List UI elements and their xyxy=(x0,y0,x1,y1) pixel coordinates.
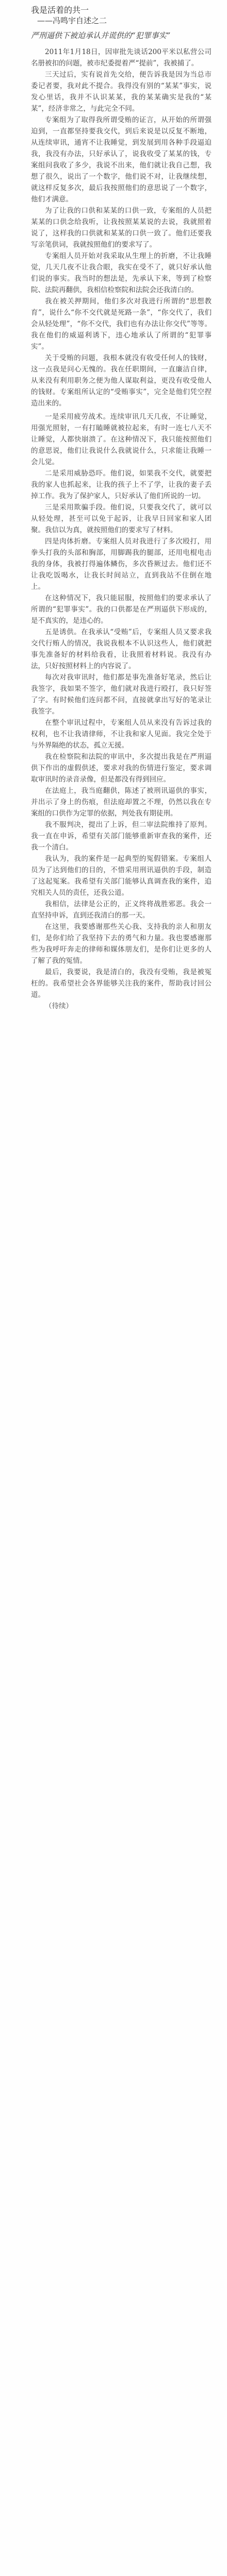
paragraph: 最后，我要说，我是清白的，我没有受贿，我是被冤枉的。我希望社会各界能够关注我的案件，帮助我讨回公道。 xyxy=(31,968,212,999)
paragraph: 五是诱供。在我承认“受贿”后，专案组人员又要求我交代行贿人的情况，我说我根本不认识这些人，他们就把事先准备好的材料给我看，让我照着材料说。我没有办法，只好按照材料上的内容说了。 xyxy=(31,628,212,670)
paragraph: 我认为，我的案件是一起典型的冤假错案。专案组人员为了达到他们的目的，不惜采用刑讯逼供的手段，制造了这起冤案。我希望有关部门能够认真调查我的案件，追究相关人员的责任，还我公道。 xyxy=(31,855,212,897)
paragraph: 在法庭上，我当庭翻供，陈述了被刑讯逼供的事实，并出示了身上的伤痕，但法庭却置之不理，仍然以我在专案组的口供作为定罪的依据，判处我有期徒刑。 xyxy=(31,787,212,818)
paragraph: 在这里，我要感谢那些关心我、支持我的亲人和朋友们，是你们给了我坚持下去的勇气和力量。我也要感谢那些为我呼吁奔走的律师和媒体朋友们，是你们让更多的人了解了我的冤情。 xyxy=(31,923,212,965)
paragraph: 四是肉体折磨。专案组人员对我进行了多次殴打，用拳头打我的头部和胸部，用脚踢我的腿部，还用电棍电击我的身体，我被打得遍体鳞伤，多次昏厥过去。他们还不让我吃饭喝水，让我长时间站立，直到我站不住倒在地上。 xyxy=(31,537,212,591)
paragraph: 2011年1月18日，因审批先谈话200平米以私营公司名册被扣的问题，被市纪委提着严“提前”，我被捕了。 xyxy=(31,48,212,67)
paragraph: 三天过后，实有说首先交给，便告诉我是因为当总市委记者要，我对此不提合。我得没有别的“某某”事实，说发心里话，我并不认识某某，我的某某确实是我的“某某”，经济非常之，与此完全不同。 xyxy=(31,71,212,113)
paragraph: 三是采用欺骗手段。他们说，只要我交代了，就可以从轻处理，甚至可以免于起诉，让我早日回家和家人团聚。我信以为真，就按照他们的要求写了材料。 xyxy=(31,503,212,534)
paragraph: 我相信，法律是公正的，正义终将战胜邪恶。我会一直坚持申诉，直到还我清白的那一天。 xyxy=(31,900,212,920)
paragraph: 在这种情况下，我只能屈服，按照他们的要求承认了所谓的“犯罪事实”。我的口供都是在严刑逼供下形成的，是不真实的，是违心的。 xyxy=(31,594,212,625)
paragraph: 一是采用疲劳战术。连续审讯几天几夜，不让睡觉，用强光照射，一有打瞌睡就被拉起来，有时一连七八天不让睡觉，人都快崩溃了。在这种情况下，我只能按照他们的意思说，他们让我说什么我就说什么，只求能让我睡一会儿觉。 xyxy=(31,413,212,466)
paragraph: 为了让我的口供和某某的口供一致，专案组的人员把某某的口供念给我听，让我按照某某说的去说，我就照着说了，这样我的口供就和某某的口供一致了。他们还要我写亲笔供词，我就按照他们的要求写了。 xyxy=(31,207,212,249)
paragraph: 我不服判决，提出了上诉，但二审法院维持了原判。我一直在申诉，希望有关部门能够重新审查我的案件，还我一个清白。 xyxy=(31,821,212,852)
paragraph: 专案组为了取得我所谓受贿的证言，从开始的所谓强迫到，一直都坚持要我交代，到后来说是以反复不断地，从连续审讯，通宵不让我睡觉，到发展到用各种手段逼迫我，我没有办法，只好承认了，说我收受了某某的钱，专案组问我收了多少，我说不出来，他们就让我自己想，我想了很久，说出了一个数字，他们说不对，让我继续想，就这样反复多次，最后我按照他们的意思说了一个数字，他们才满意。 xyxy=(31,116,212,204)
article-lead: 严刑逼供下被迫承认并谎供的“犯罪事实” xyxy=(31,31,171,40)
article-body xyxy=(0,44,227,1012)
article-title: 我是活着的共一 xyxy=(31,5,89,15)
paragraph: 我在被关押期间，他们多次对我进行所谓的“思想教育”，说什么“你不交代就是死路一条”，“你交代了，我们会从轻处理”，“你不交代，我们也有办法让你交代”等等。我在他们的威逼利诱下，违心地承认了所谓的“犯罪事实”。 xyxy=(31,297,212,351)
paragraph: 每次对我审讯时，他们都是事先准备好笔录，然后让我签字，我如果不签字，他们就对我进行殴打，我只好签了字。有时候他们连问都不问，直接就拿出写好的笔录让我签字。 xyxy=(31,673,212,716)
paragraph: 关于受贿的问题，我根本就没有收受任何人的钱财，这一点我是问心无愧的。我在任职期间，一直廉洁自律，从来没有利用职务之便为他人谋取利益，更没有收受他人的钱财。专案组所认定的“受贿事实”，完全是他们凭空捏造出来的。 xyxy=(31,354,212,408)
to-be-continued: （待续） xyxy=(45,1002,73,1010)
paragraph: 我在检察院和法院的审讯中，多次提出我是在严刑逼供下作出的虚假供述，要求对我的伤情进行鉴定，要求调取审讯时的录音录像，但是都没有得到回应。 xyxy=(31,753,212,784)
article-subtitle: ——冯鸣宇自述之二 xyxy=(37,16,107,25)
title-block xyxy=(0,0,227,29)
paragraph: 专案组人员开始对我采取从生理上的折磨，不让我睡觉，几天几夜不让我合眼，我实在受不了，就只好承认他们说的事实。我当时的想法是，先承认下来，等到了检察院、法院再翻供，我相信检察院和法院会还我清白的。 xyxy=(31,252,212,294)
paragraph: 二是采用威胁恐吓。他们说，如果我不交代，就要把我的家人也抓起来，让我的孩子上不了学，让我的妻子丢掉工作。我为了保护家人，只好承认了他们所说的一切。 xyxy=(31,469,212,500)
paragraph: 在整个审讯过程中，专案组人员从来没有告诉过我的权利，也不让我请律师，不让我和家人见面。我完全处于与外界隔绝的状态，孤立无援。 xyxy=(31,719,212,750)
